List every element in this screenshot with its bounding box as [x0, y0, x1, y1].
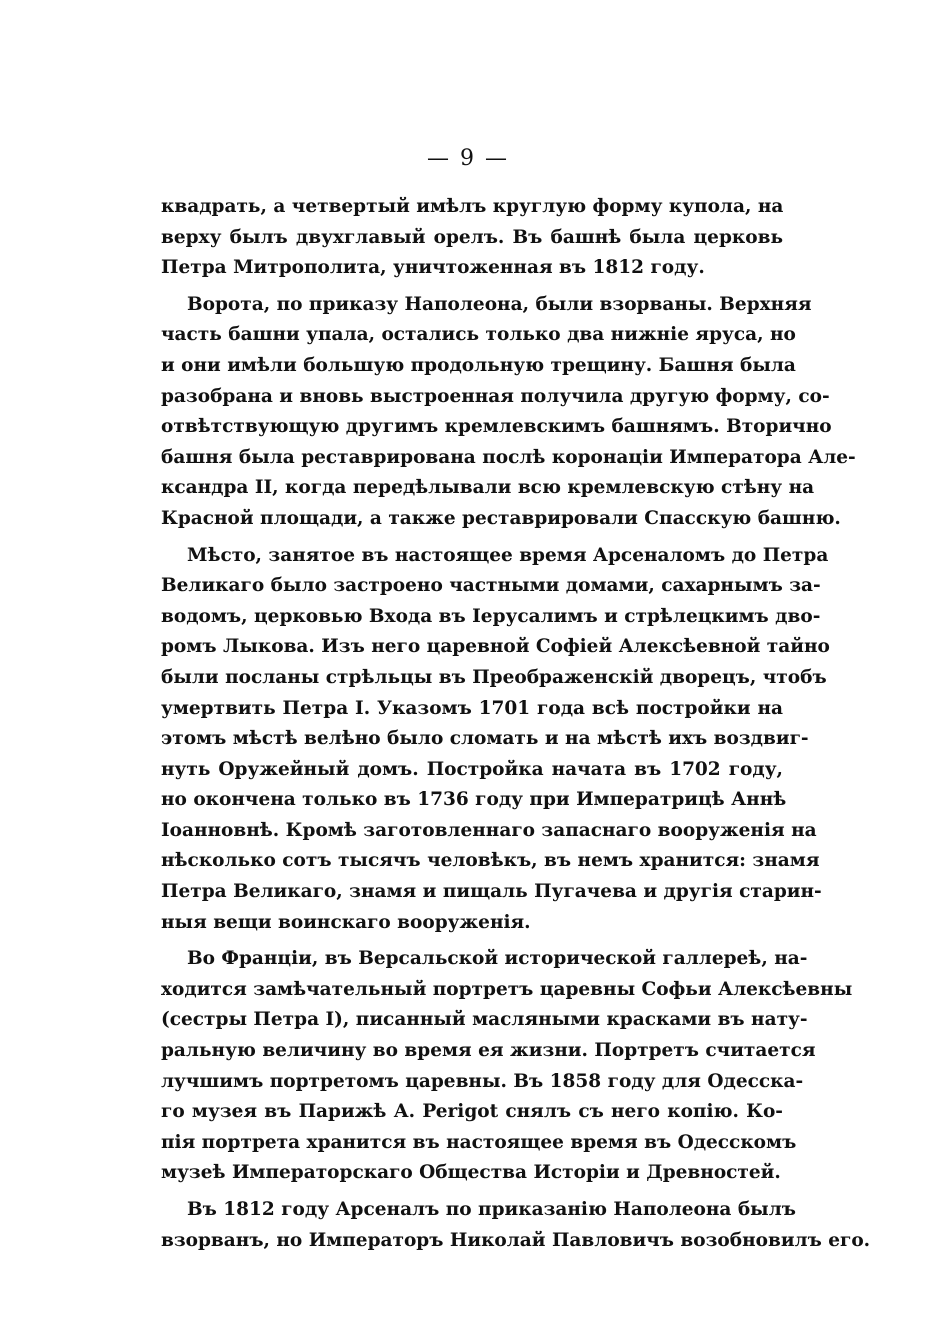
paragraph-1 [161, 192, 783, 284]
text-line: часть башни упала, остались только два нижніе яруса, но [161, 324, 796, 346]
body-text [161, 192, 871, 1256]
text-line: ксандра II, когда передѣлывали всю кремлевскую стѣну на [161, 477, 815, 499]
text-line: Петра Митрополита, уничтоженная въ 1812 году. [161, 257, 705, 279]
page-number: — 9 — [427, 146, 509, 171]
text-line: лучшимъ портретомъ царевны. Въ 1858 году для Одесска- [161, 1070, 804, 1092]
text-line: квадрать, а четвертый имѣлъ круглую форму купола, на [161, 196, 784, 217]
text-line: взорванъ, но Императоръ Николай Павловичъ возобновилъ его. [161, 1229, 871, 1251]
text-line: Великаго было застроено частными домами, сахарнымъ за- [161, 575, 821, 597]
text-line: ныя вещи воинскаго вооруженія. [161, 911, 531, 933]
text-line: Іоанновнѣ. Кромѣ заготовленнаго запаснаго вооруженія на [161, 819, 817, 841]
text-line: Красной площади, а также реставрировали Спасскую башню. [161, 507, 841, 529]
text-line: и они имѣли большую продольную трещину. Башня была [161, 354, 796, 376]
text-line: Въ 1812 году Арсеналъ по приказанію Наполеона былъ [187, 1199, 796, 1220]
text-line: верху былъ двухглавый орелъ. Въ башнѣ была церковь [161, 226, 783, 248]
text-line: но окончена только въ 1736 году при Императрицѣ Аннѣ [161, 789, 787, 811]
text-line: го музея въ Парижѣ А. Perigot снялъ съ него копію. Ко- [161, 1101, 783, 1123]
paragraph-3 [161, 541, 830, 939]
text-line: умертвить Петра I. Указомъ 1701 года всѣ постройки на [161, 697, 783, 719]
text-line: Петра Великаго, знамя и пищаль Пугачева и другія старин- [161, 881, 822, 903]
paragraph-2 [161, 290, 856, 535]
text-line: ходится замѣчательный портретъ царевны Софьи Алексѣевны [161, 978, 853, 1000]
text-line: пія портрета хранится въ настоящее время въ Одесскомъ [161, 1131, 797, 1153]
text-line: башня была реставрирована послѣ коронаціи Императора Але- [161, 446, 856, 468]
text-line: разобрана и вновь выстроенная получила другую форму, со- [161, 385, 830, 407]
text-line: музеѣ Императорскаго Общества Исторіи и Древностей. [161, 1162, 781, 1184]
paragraph-4 [161, 944, 853, 1189]
text-line: (сестры Петра I), писанный масляными красками въ нату- [161, 1009, 808, 1031]
text-line: нуть Оружейный домъ. Постройка начата въ 1702 году, [161, 758, 783, 780]
text-line: Во Франціи, въ Версальской исторической галлереѣ, на- [187, 948, 808, 970]
text-line: были посланы стрѣльцы въ Преображенскій дворецъ, чтобъ [161, 666, 827, 688]
text-line: отвѣтствующую другимъ кремлевскимъ башнямъ. Вторично [161, 416, 832, 438]
text-line: Ворота, по приказу Наполеона, были взорваны. Верхняя [187, 293, 812, 315]
text-line: нѣсколько сотъ тысячъ человѣкъ, въ немъ хранится: знамя [161, 850, 820, 872]
paragraph-5 [161, 1195, 871, 1256]
text-line: ральную величину во время ея жизни. Портретъ считается [161, 1040, 816, 1062]
text-line: ромъ Лыкова. Изъ него царевной Софіей Алексѣевной тайно [161, 636, 830, 658]
text-line: этомъ мѣстѣ велѣно было сломать и на мѣстѣ ихъ воздвиг- [161, 728, 809, 750]
text-line: Мѣсто, занятое въ настоящее время Арсеналомъ до Петра [187, 544, 829, 566]
text-line: водомъ, церковью Входа въ Іерусалимъ и стрѣлецкимъ дво- [161, 605, 821, 627]
